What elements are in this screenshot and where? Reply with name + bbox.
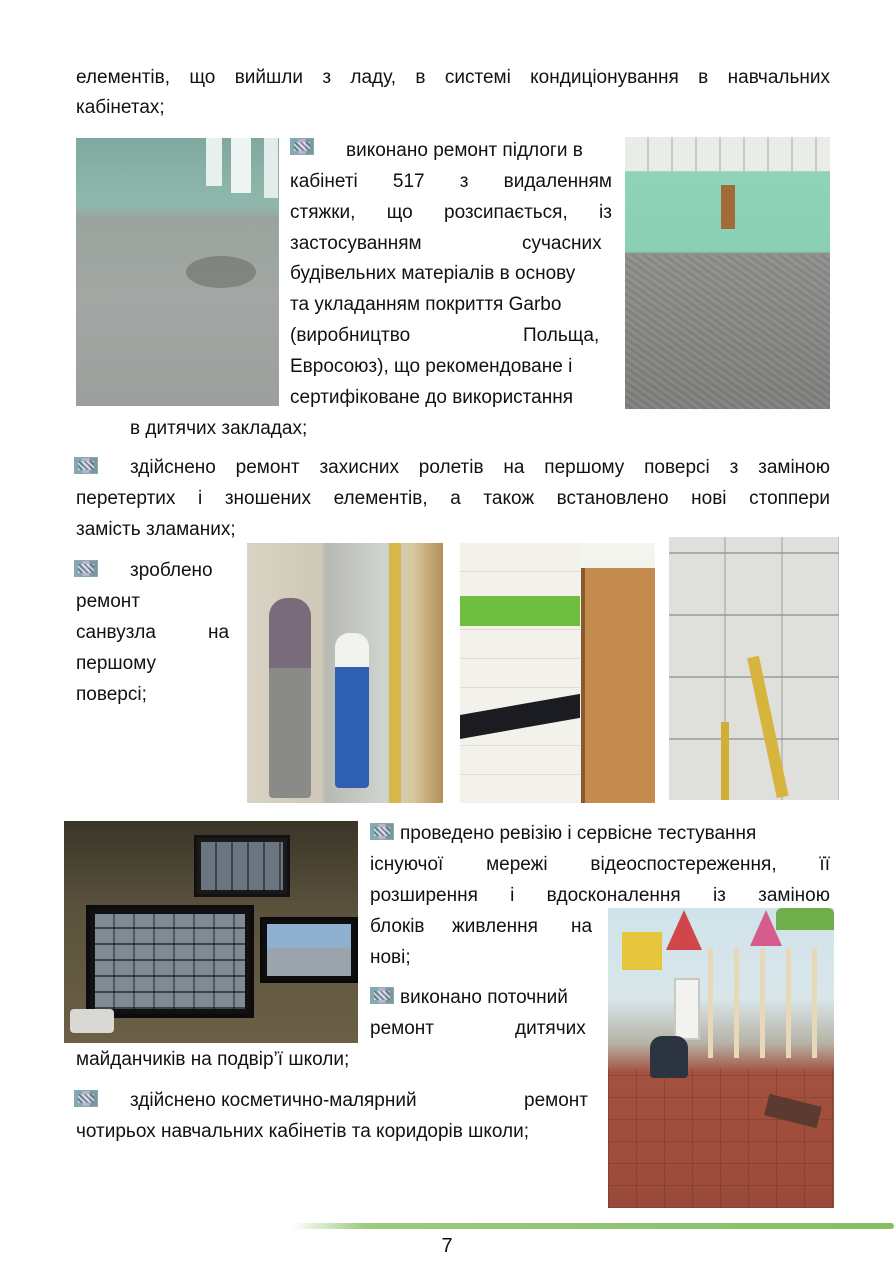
paragraph-line: елементів, що вийшли з ладу, в системі кондиціонування в навчальних (76, 67, 830, 88)
paragraph-line: перетертих і зношених елементів, а також встановлено нові стоппери (76, 488, 830, 509)
paragraph-line: проведено ревізію і сервісне тестування (400, 823, 757, 844)
paragraph-line: виконано поточний (400, 987, 568, 1008)
paragraph-line: розширення і вдосконалення із заміною (370, 885, 830, 906)
photo-cctv-monitors (64, 821, 358, 1043)
bullet-icon (74, 1090, 98, 1107)
paragraph-line: кабінетах; (76, 97, 165, 118)
photo-classroom-after-floor-repair (625, 137, 830, 409)
paragraph-line: застосуванням (290, 233, 422, 254)
paragraph-line: ремонт (370, 1018, 434, 1039)
paragraph-line: поверсі; (76, 684, 147, 705)
paragraph-line: Польща, (523, 325, 600, 346)
paragraph-line: дитячих (515, 1018, 586, 1039)
photo-classroom-before-floor-repair (76, 138, 279, 406)
paragraph-line: замість зламаних; (76, 519, 236, 540)
paragraph-line: виконано ремонт підлоги в (346, 140, 583, 161)
photo-renovated-corridor-door (460, 543, 655, 803)
paragraph-line: здійснено косметично-малярний (130, 1090, 417, 1111)
photo-playground-repair (608, 908, 834, 1208)
paragraph-line: стяжки, що розсипається, із (290, 202, 612, 223)
paragraph-line: чотирьох навчальних кабінетів та коридорів школи; (76, 1121, 530, 1142)
paragraph-line: нові; (370, 947, 411, 968)
paragraph-line: в дитячих закладах; (130, 418, 308, 439)
paragraph-line: першому (76, 653, 157, 674)
paragraph-line: (виробництво (290, 325, 411, 346)
footer-divider (292, 1223, 894, 1229)
paragraph-line: сертифіковане до використання (290, 387, 574, 408)
paragraph-line: блоків (370, 916, 425, 937)
paragraph-line: ремонт (76, 591, 140, 612)
paragraph-line: будівельних матеріалів в основу (290, 263, 576, 284)
bullet-icon (290, 138, 314, 155)
photo-ceiling-with-supports (669, 537, 839, 800)
paragraph-line: на (571, 916, 593, 937)
paragraph-line: на (208, 622, 230, 643)
paragraph-line: здійснено ремонт захисних ролетів на першому поверсі з заміною (130, 457, 830, 478)
paragraph-line: майданчиків на подвір’ї школи; (76, 1049, 350, 1070)
bullet-icon (370, 823, 394, 840)
paragraph-line: живлення (452, 916, 538, 937)
paragraph-line: Евросоюз), що рекомендоване і (290, 356, 573, 377)
paragraph-line: та укладанням покриття Garbo (290, 294, 562, 315)
paragraph-line: сучасних (522, 233, 602, 254)
paragraph-line: санвузла (76, 622, 156, 643)
page-number: 7 (441, 1235, 453, 1257)
photo-toilet-renovation-workers (247, 543, 443, 803)
bullet-icon (370, 987, 394, 1004)
bullet-icon (74, 560, 98, 577)
paragraph-line: кабінеті 517 з видаленням (290, 171, 612, 192)
bullet-icon (74, 457, 98, 474)
paragraph-line: ремонт (524, 1090, 588, 1111)
paragraph-line: зроблено (130, 560, 213, 581)
paragraph-line: існуючої мережі відеоспостереження, її (370, 854, 830, 875)
